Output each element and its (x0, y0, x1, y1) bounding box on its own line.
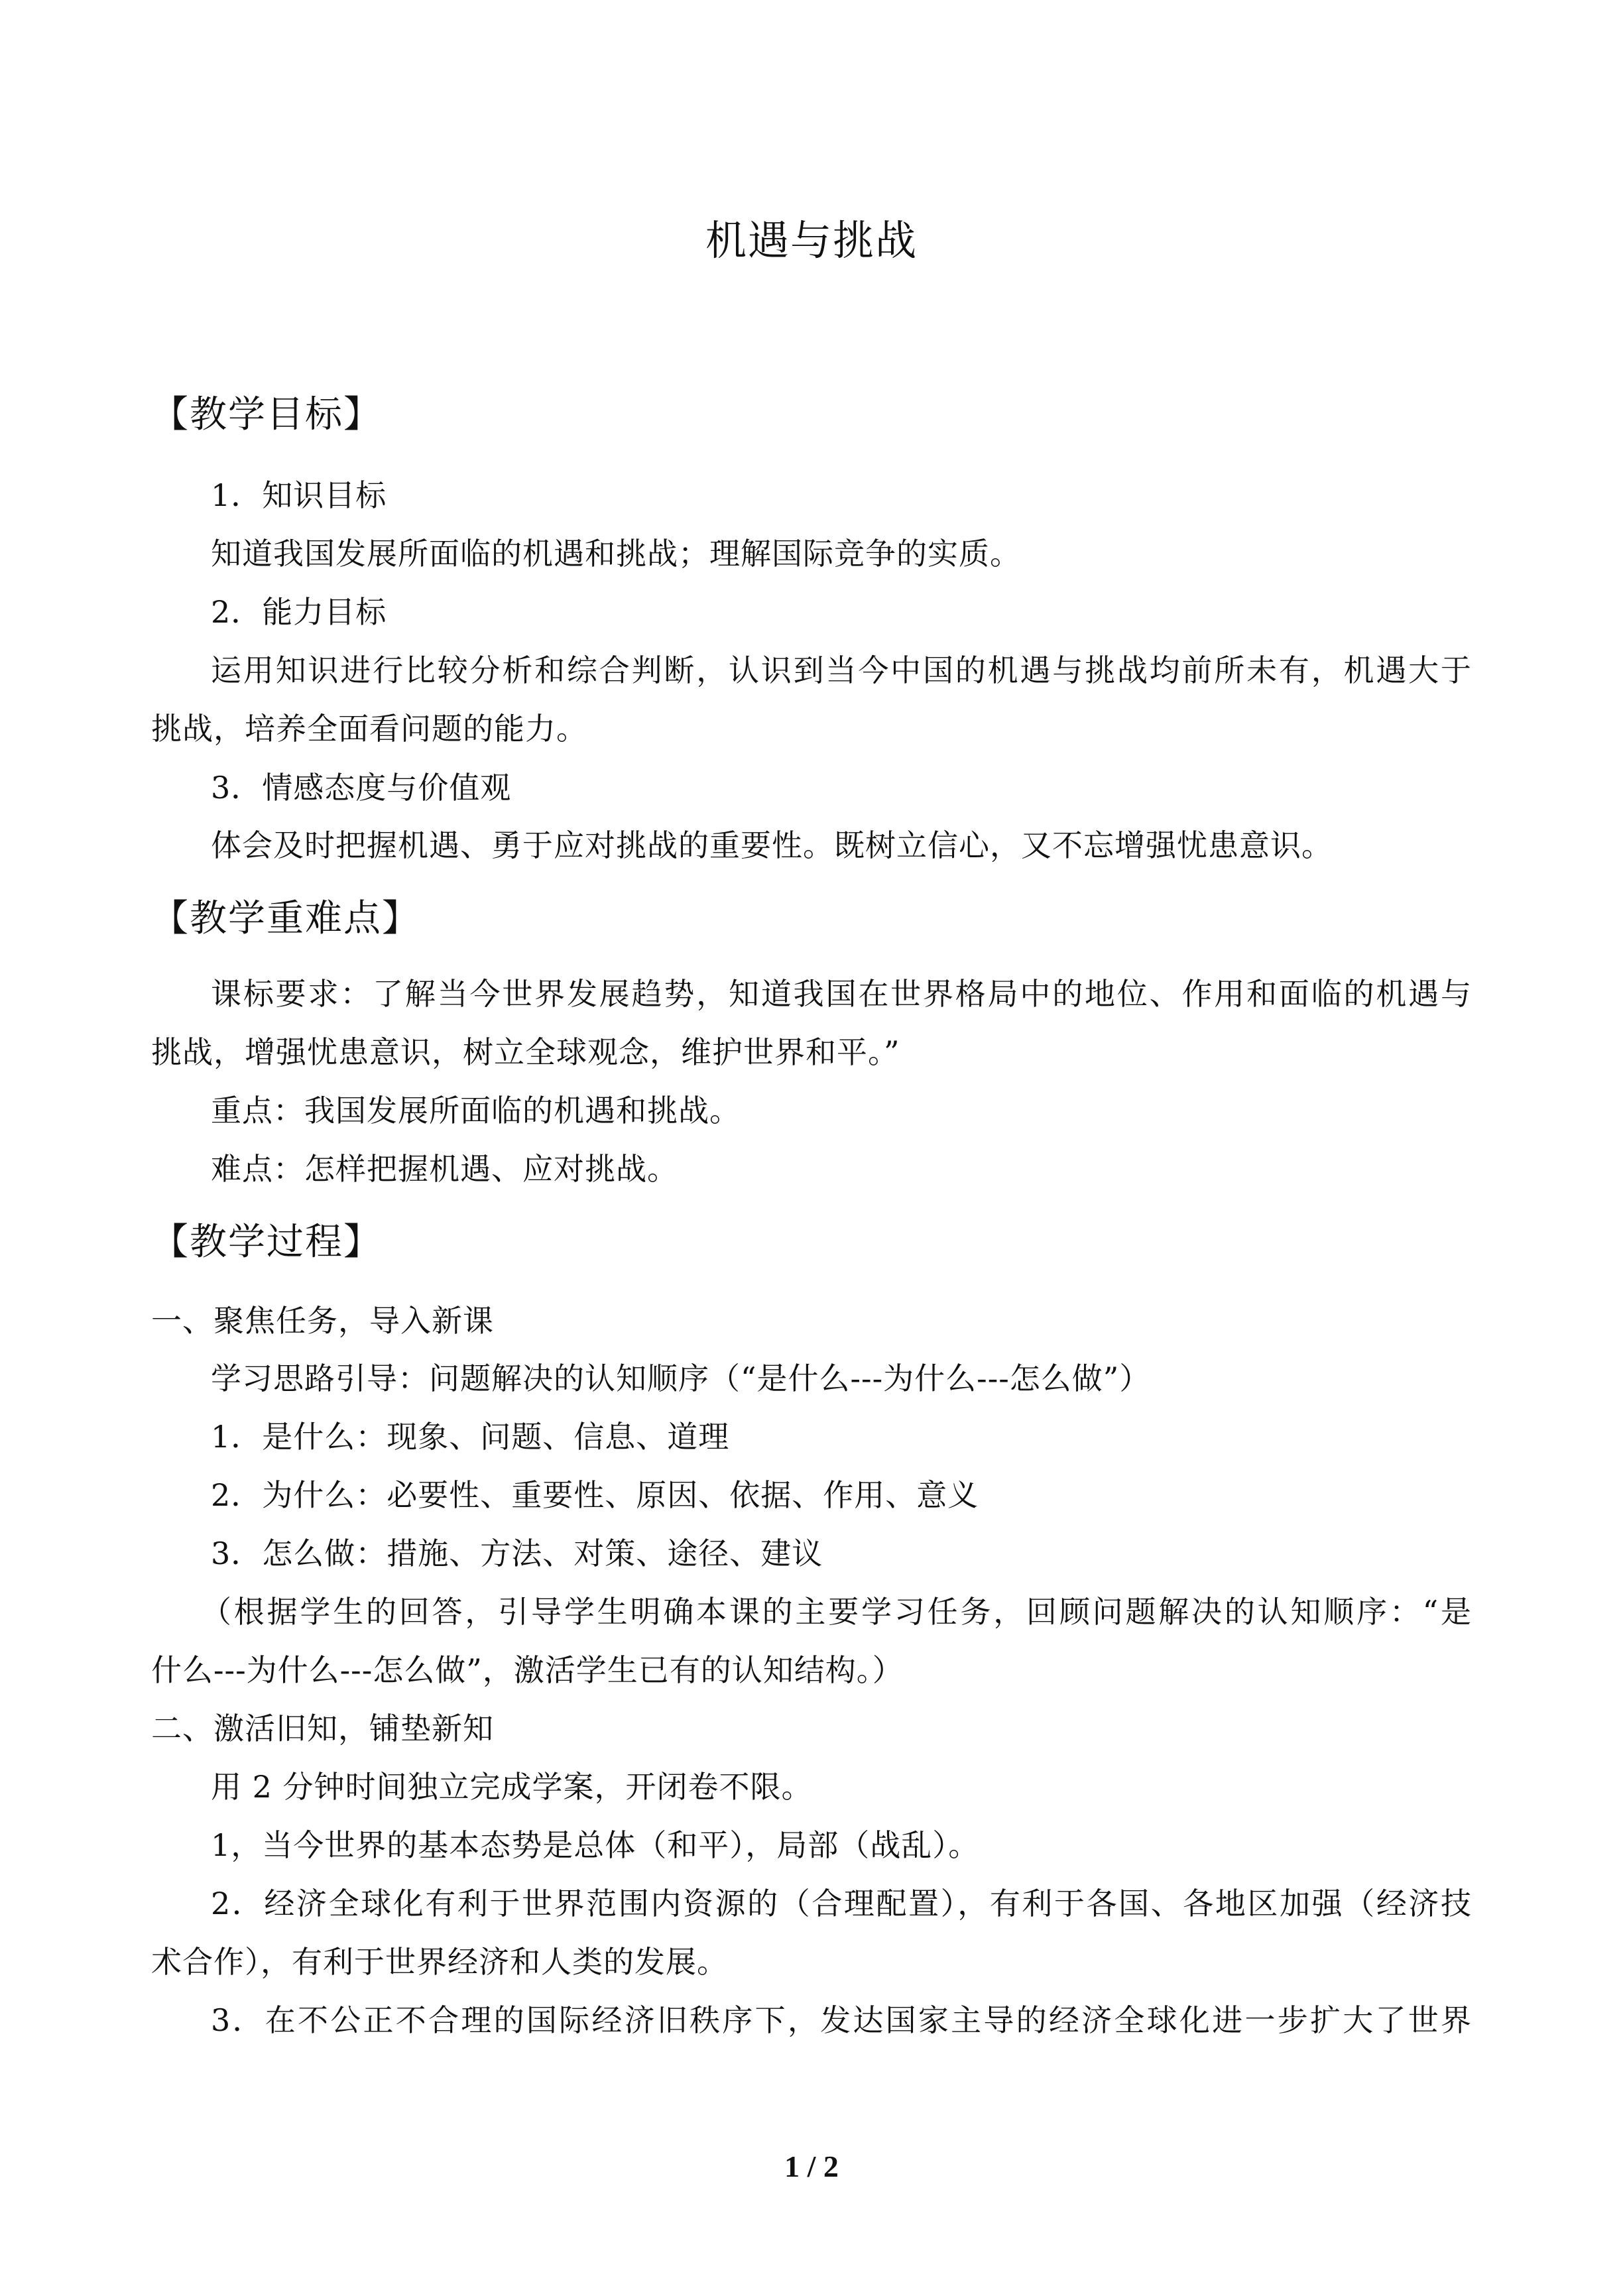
section-heading-process: 【教学过程】 (151, 1221, 382, 1264)
objective-line: 3．情感态度与价值观 (211, 770, 512, 806)
process-line: 3．怎么做：措施、方法、对策、途径、建议 (211, 1536, 823, 1571)
process-line: 3．在不公正不合理的国际经济旧秩序下，发达国家主导的经济全球化进一步扩大了世界 (211, 2002, 1472, 2038)
process-line: 二、激活旧知，铺垫新知 (151, 1711, 494, 1746)
process-line: 学习思路引导：问题解决的认知顺序（“是什么---为什么---怎么做”） (211, 1360, 1151, 1396)
keypoint-line: 挑战，增强忧患意识，树立全球观念，维护世界和平。” (151, 1034, 900, 1070)
process-line: 1．是什么：现象、问题、信息、道理 (211, 1419, 730, 1455)
process-line: 术合作），有利于世界经济和人类的发展。 (151, 1944, 728, 1980)
process-line: （根据学生的回答，引导学生明确本课的主要学习任务，回顾问题解决的认知顺序：“是 (201, 1594, 1472, 1630)
keypoint-line: 课标要求：了解当今世界发展趋势，知道我国在世界格局中的地位、作用和面临的机遇与 (211, 976, 1472, 1012)
document-title: 机遇与挑战 (705, 216, 918, 265)
section-heading-keypoints: 【教学重难点】 (151, 897, 420, 940)
objective-line: 知道我国发展所面临的机遇和挑战；理解国际竞争的实质。 (211, 536, 1021, 572)
page-number: 1 / 2 (784, 2149, 839, 2183)
objective-line: 2．能力目标 (211, 594, 387, 630)
section-heading-objectives: 【教学目标】 (151, 393, 382, 436)
objective-line: 运用知识进行比较分析和综合判断，认识到当今中国的机遇与挑战均前所未有，机遇大于 (211, 652, 1472, 688)
objective-line: 挑战，培养全面看问题的能力。 (151, 711, 587, 747)
keypoint-line: 重点：我国发展所面临的机遇和挑战。 (211, 1093, 741, 1128)
process-line: 一、聚焦任务，导入新课 (151, 1303, 494, 1339)
process-line: 用 2 分钟时间独立完成学案，开闭卷不限。 (211, 1769, 813, 1805)
process-line: 什么---为什么---怎么做”，激活学生已有的认知结构。） (151, 1652, 904, 1688)
objective-line: 1．知识目标 (211, 477, 387, 513)
process-line: 2．为什么：必要性、重要性、原因、依据、作用、意义 (211, 1477, 979, 1513)
objective-line: 体会及时把握机遇、勇于应对挑战的重要性。既树立信心，又不忘增强忧患意识。 (211, 827, 1333, 863)
keypoint-line: 难点：怎样把握机遇、应对挑战。 (211, 1151, 678, 1187)
process-line: 2．经济全球化有利于世界范围内资源的（合理配置），有利于各国、各地区加强（经济技 (211, 1886, 1472, 1921)
process-line: 1，当今世界的基本态势是总体（和平），局部（战乱）。 (211, 1827, 980, 1863)
